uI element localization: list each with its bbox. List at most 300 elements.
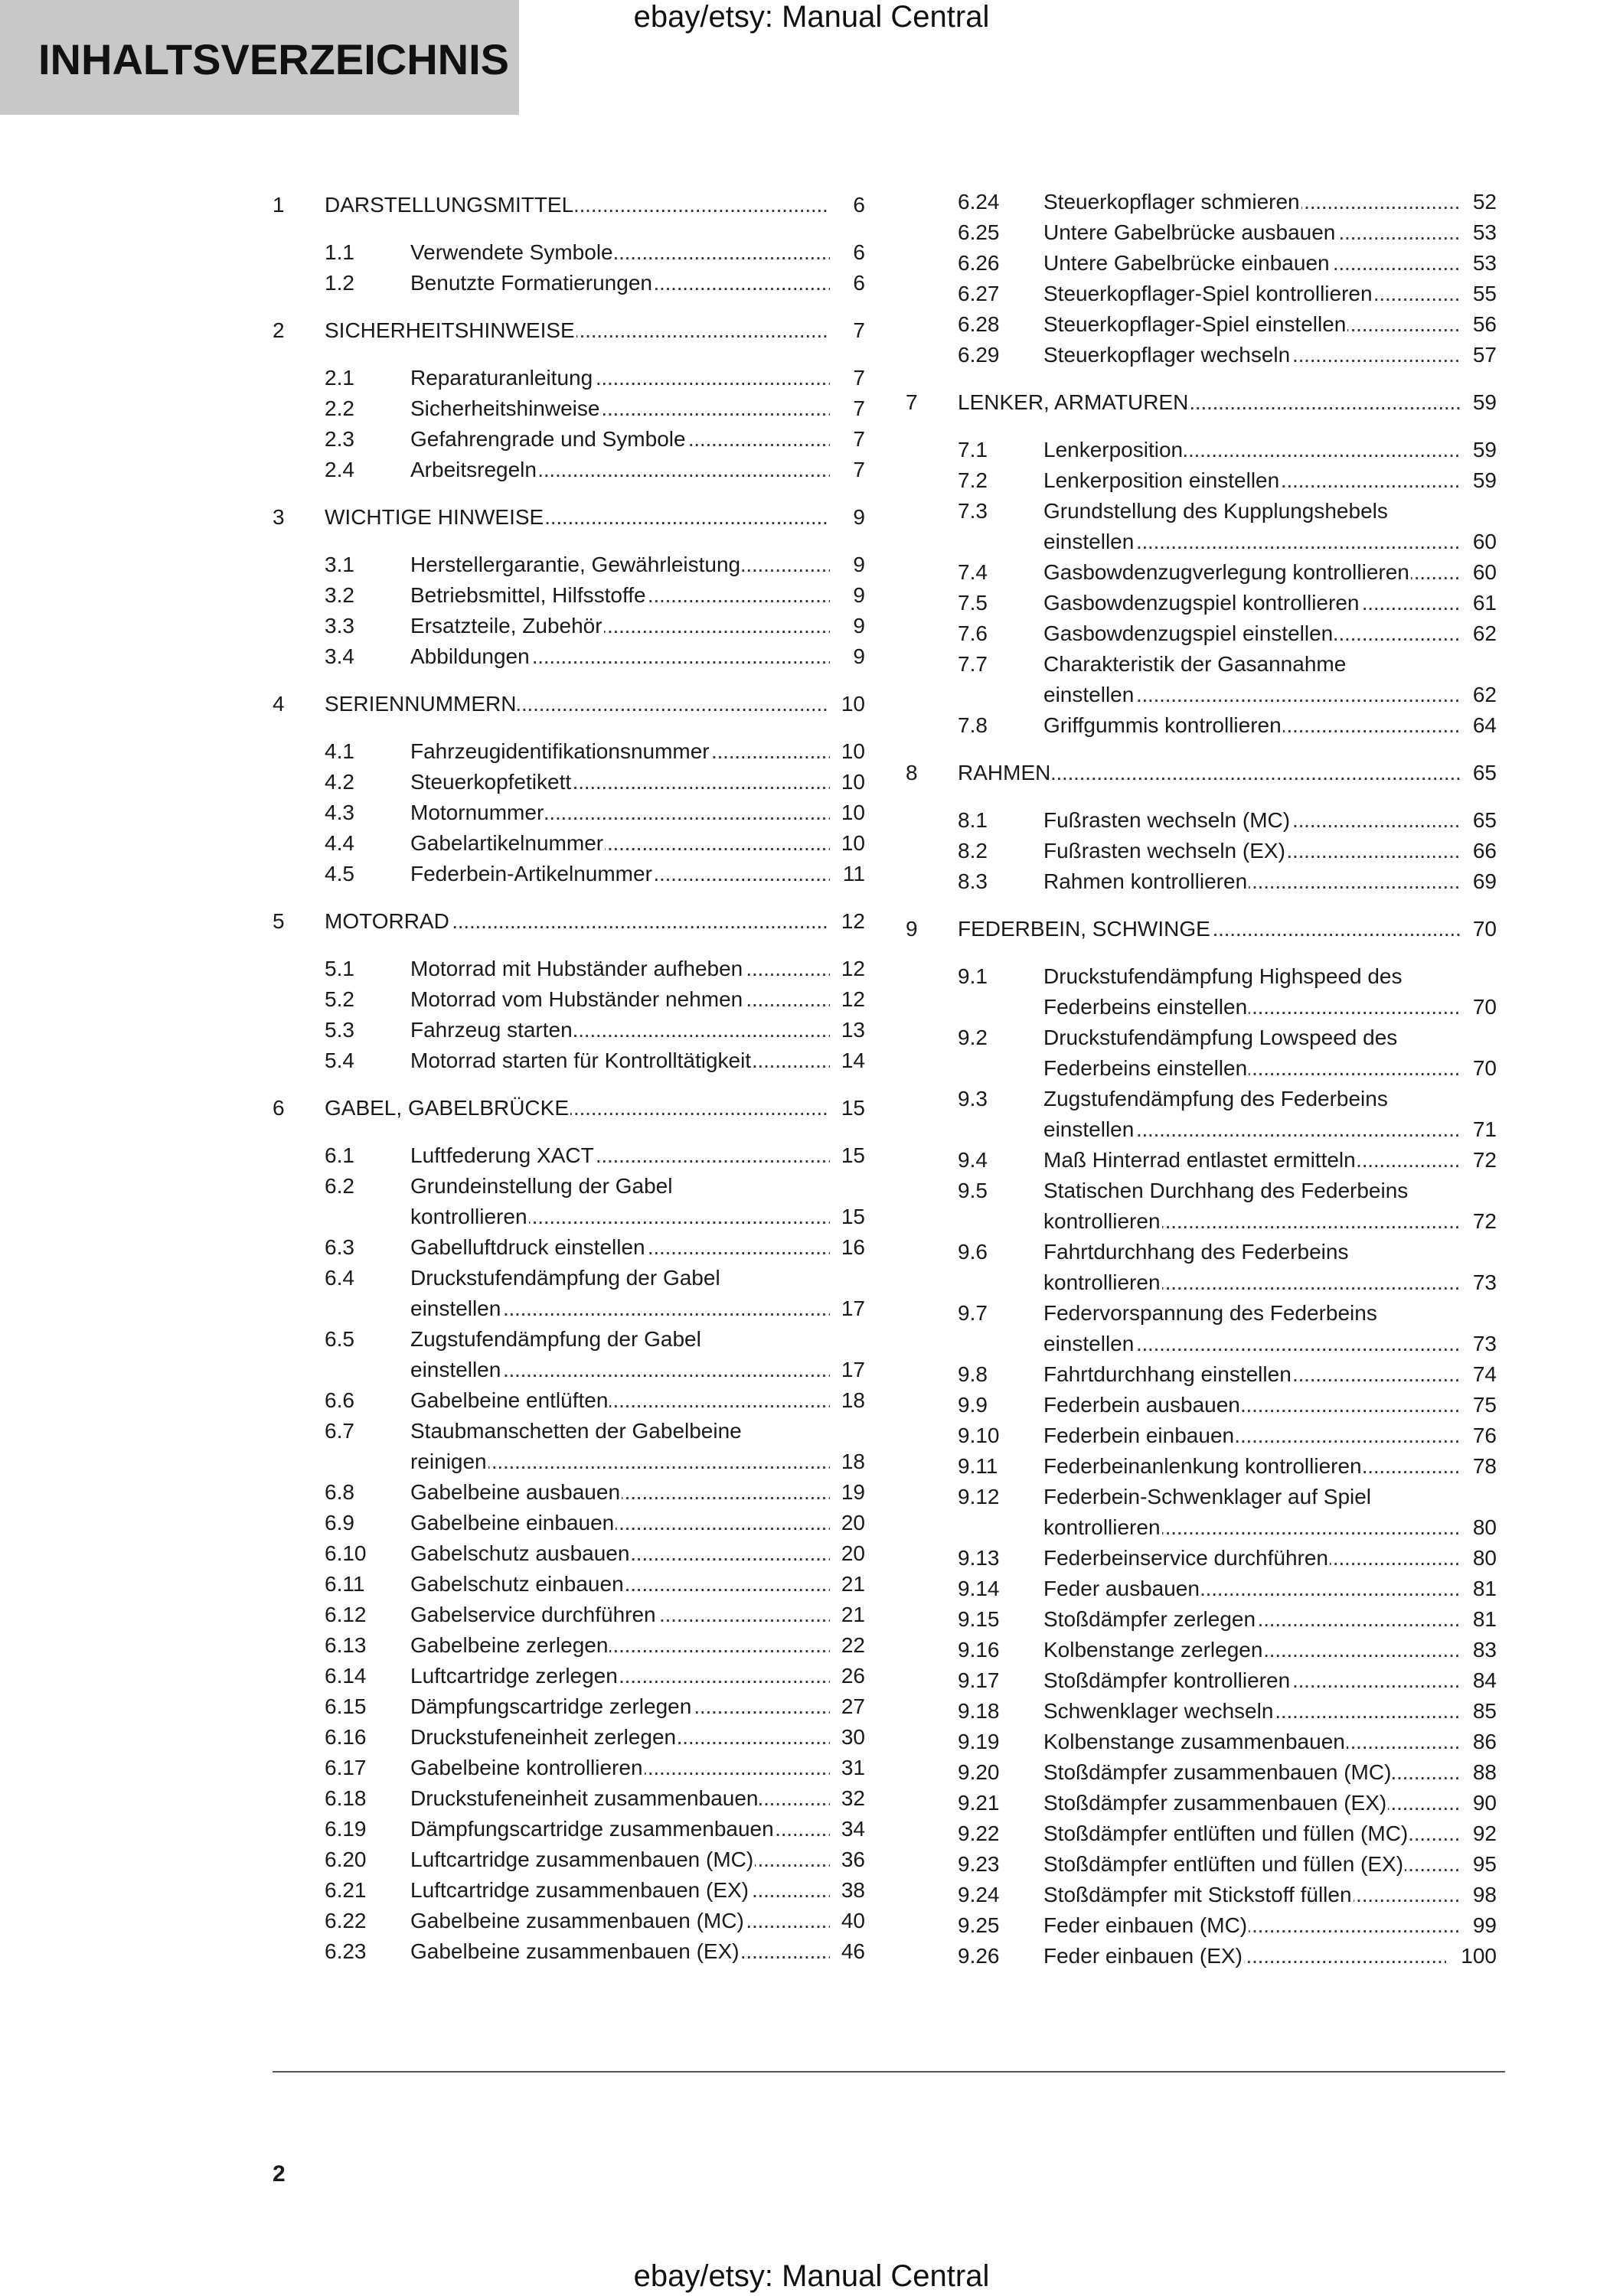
toc-entry-title: Fußrasten wechseln (EX) xyxy=(1043,839,1285,863)
page-title: INHALTSVERZEICHNIS xyxy=(38,35,509,83)
toc-entry-title: GABEL, GABELBRÜCKE xyxy=(325,1096,570,1120)
toc-entry-number: 2.1 xyxy=(325,366,354,390)
toc-entry-leader xyxy=(410,767,830,797)
toc-entry-leader xyxy=(1043,279,1461,309)
toc-chapter[interactable] xyxy=(906,914,1497,944)
toc-entry-title: Gasbowdenzugspiel kontrollieren xyxy=(1043,591,1360,615)
toc-entry-leader xyxy=(1043,1696,1461,1727)
toc-chapter[interactable] xyxy=(273,502,865,533)
toc-entry-title: Federbein ausbauen xyxy=(1043,1393,1240,1417)
toc-entry[interactable] xyxy=(273,1263,865,1293)
toc-entry[interactable] xyxy=(273,1814,865,1844)
toc-entry-continuation[interactable] xyxy=(906,1053,1497,1084)
toc-entry-leader xyxy=(410,237,830,268)
toc-entry-page: 73 xyxy=(1461,1267,1497,1298)
toc-entry-continuation[interactable] xyxy=(906,1329,1497,1359)
toc-chapter[interactable] xyxy=(273,190,865,220)
toc-entry-number: 2 xyxy=(273,318,285,342)
toc-entry-number: 8.1 xyxy=(958,808,988,832)
toc-entry[interactable] xyxy=(906,1880,1497,1910)
spacer xyxy=(906,370,1497,387)
toc-entry-title: FEDERBEIN, SCHWINGE xyxy=(958,917,1210,941)
toc-entry[interactable] xyxy=(273,1630,865,1661)
toc-entry[interactable] xyxy=(273,1722,865,1753)
toc-entry[interactable] xyxy=(906,557,1497,588)
toc-entry[interactable] xyxy=(906,1482,1497,1512)
footer-divider xyxy=(273,2071,1505,2073)
toc-entry[interactable] xyxy=(273,393,865,424)
toc-chapter[interactable] xyxy=(273,906,865,937)
toc-entry[interactable] xyxy=(273,1171,865,1202)
toc-entry[interactable] xyxy=(273,767,865,797)
toc-entry-number: 1.2 xyxy=(325,271,354,295)
toc-entry-leader xyxy=(1043,1420,1461,1451)
toc-entry[interactable] xyxy=(273,797,865,828)
toc-entry-page: 90 xyxy=(1461,1788,1497,1818)
toc-entry-page: 6 xyxy=(830,237,865,268)
toc-entry-leader xyxy=(410,1045,830,1076)
toc-entry[interactable] xyxy=(273,268,865,298)
toc-entry[interactable] xyxy=(906,961,1497,992)
toc-entry-page: 60 xyxy=(1461,527,1497,557)
toc-entry[interactable] xyxy=(906,248,1497,279)
toc-entry-number: 7.7 xyxy=(958,652,988,676)
toc-entry-continuation[interactable] xyxy=(906,680,1497,710)
toc-chapter[interactable] xyxy=(906,758,1497,788)
toc-entry[interactable] xyxy=(906,1604,1497,1635)
toc-entry-continuation[interactable] xyxy=(906,992,1497,1022)
toc-entry-title: Luftcartridge zusammenbauen (EX) xyxy=(410,1878,749,1902)
toc-entry-page: 30 xyxy=(830,1722,865,1753)
toc-entry-page: 32 xyxy=(830,1783,865,1814)
toc-entry[interactable] xyxy=(906,1451,1497,1482)
toc-entry-leader xyxy=(410,1508,830,1538)
toc-entry-leader xyxy=(1043,1788,1461,1818)
toc-entry-number: 3.3 xyxy=(325,614,354,638)
toc-chapter[interactable] xyxy=(273,689,865,719)
toc-entry-leader xyxy=(410,1814,830,1844)
toc-entry-title-continued: einstellen xyxy=(410,1358,501,1381)
toc-entry-number: 6.19 xyxy=(325,1817,367,1841)
toc-entry-title: Untere Gabelbrücke einbauen xyxy=(1043,251,1330,275)
toc-entry-page: 21 xyxy=(830,1600,865,1630)
toc-entry-number: 9.18 xyxy=(958,1699,1000,1723)
toc-entry-page: 69 xyxy=(1461,866,1497,897)
toc-entry-title: Druckstufeneinheit zusammenbauen xyxy=(410,1786,759,1810)
toc-entry-title: Statischen Durchhang des Federbeins xyxy=(1043,1179,1409,1202)
toc-entry-title: Kolbenstange zusammenbauen xyxy=(1043,1730,1345,1753)
toc-entry-leader xyxy=(1043,836,1461,866)
toc-entry-leader xyxy=(1043,1206,1461,1237)
toc-entry-number: 6.2 xyxy=(325,1174,354,1198)
toc-entry-page: 34 xyxy=(830,1814,865,1844)
toc-entry-leader xyxy=(410,1936,830,1967)
toc-entry-number: 9.23 xyxy=(958,1852,1000,1876)
toc-entry[interactable] xyxy=(906,1390,1497,1420)
toc-entry[interactable] xyxy=(273,1875,865,1906)
toc-entry-number: 6.4 xyxy=(325,1266,354,1290)
toc-entry-number: 6.10 xyxy=(325,1541,367,1565)
toc-entry[interactable] xyxy=(906,1910,1497,1941)
toc-entry[interactable] xyxy=(273,1232,865,1263)
toc-entry[interactable] xyxy=(906,1420,1497,1451)
toc-entry-number: 8.2 xyxy=(958,839,988,863)
toc-entry-page: 52 xyxy=(1461,187,1497,217)
toc-entry[interactable] xyxy=(273,1569,865,1600)
toc-entry-page: 38 xyxy=(830,1875,865,1906)
toc-entry-number: 6.12 xyxy=(325,1603,367,1626)
toc-entry-number: 3 xyxy=(273,505,285,529)
toc-entry-title: LENKER, ARMATUREN xyxy=(958,390,1189,414)
toc-entry-number: 6.3 xyxy=(325,1235,354,1259)
toc-entry-leader xyxy=(410,1875,830,1906)
toc-entry-number: 9.4 xyxy=(958,1148,988,1172)
toc-entry[interactable] xyxy=(273,1661,865,1691)
toc-entry-number: 9.7 xyxy=(958,1301,988,1325)
toc-entry-number: 6.18 xyxy=(325,1786,367,1810)
toc-entry-leader xyxy=(410,1630,830,1661)
toc-entry[interactable] xyxy=(273,736,865,767)
toc-entry-number: 1.1 xyxy=(325,240,354,264)
toc-entry-page: 65 xyxy=(1461,758,1497,788)
toc-entry-title: MOTORRAD xyxy=(325,909,449,933)
toc-entry[interactable] xyxy=(906,1696,1497,1727)
toc-entry[interactable] xyxy=(273,1385,865,1416)
toc-entry-page: 61 xyxy=(1461,588,1497,618)
toc-entry-title-continued: reinigen xyxy=(410,1450,487,1473)
toc-entry[interactable] xyxy=(273,363,865,393)
toc-entry-page: 56 xyxy=(1461,309,1497,340)
toc-entry[interactable] xyxy=(906,805,1497,836)
toc-entry-page: 10 xyxy=(830,689,865,719)
toc-entry-continuation[interactable] xyxy=(906,1512,1497,1543)
toc-left-column xyxy=(273,190,865,1967)
toc-entry-leader xyxy=(410,1202,830,1232)
toc-entry[interactable] xyxy=(273,1538,865,1569)
toc-entry-title: Stoßdämpfer kontrollieren xyxy=(1043,1668,1291,1692)
toc-entry[interactable] xyxy=(906,217,1497,248)
toc-entry-title: Gabelbeine einbauen xyxy=(410,1511,615,1534)
toc-entry-page: 20 xyxy=(830,1538,865,1569)
toc-entry-number: 6.21 xyxy=(325,1878,367,1902)
toc-entry-title: Gabelservice durchführen xyxy=(410,1603,656,1626)
toc-entry-leader xyxy=(958,914,1461,944)
toc-entry-title: Gabelbeine entlüften xyxy=(410,1388,609,1412)
toc-entry[interactable] xyxy=(906,309,1497,340)
toc-entry[interactable] xyxy=(273,1045,865,1076)
toc-entry-number: 9.26 xyxy=(958,1944,1000,1968)
toc-entry-leader xyxy=(410,641,830,672)
toc-entry-number: 6.11 xyxy=(325,1572,365,1596)
toc-entry-page: 81 xyxy=(1461,1604,1497,1635)
toc-right-column xyxy=(906,187,1497,1971)
toc-entry-title: Steuerkopflager-Spiel kontrollieren xyxy=(1043,282,1373,305)
toc-entry[interactable] xyxy=(906,1359,1497,1390)
toc-entry-leader xyxy=(410,828,830,859)
toc-entry-number: 9.16 xyxy=(958,1638,1000,1662)
toc-entry-leader xyxy=(1043,1910,1461,1941)
toc-entry[interactable] xyxy=(906,340,1497,370)
toc-entry-title: Kolbenstange zerlegen xyxy=(1043,1638,1263,1662)
toc-entry-page: 14 xyxy=(830,1045,865,1076)
toc-entry[interactable] xyxy=(906,1788,1497,1818)
toc-entry[interactable] xyxy=(273,1936,865,1967)
toc-entry-number: 3.4 xyxy=(325,644,354,668)
toc-entry[interactable] xyxy=(906,435,1497,465)
toc-entry-leader xyxy=(1043,992,1461,1022)
toc-entry-number: 5.4 xyxy=(325,1049,354,1072)
toc-entry[interactable] xyxy=(906,1818,1497,1849)
toc-entry-title: Druckstufeneinheit zerlegen xyxy=(410,1725,677,1749)
toc-entry[interactable] xyxy=(273,550,865,580)
toc-entry[interactable] xyxy=(273,1015,865,1045)
toc-entry[interactable] xyxy=(273,455,865,485)
toc-entry[interactable] xyxy=(906,1849,1497,1880)
toc-entry-leader xyxy=(1043,248,1461,279)
toc-entry-leader xyxy=(1043,1665,1461,1696)
toc-entry-page: 60 xyxy=(1461,557,1497,588)
toc-entry[interactable] xyxy=(906,496,1497,527)
toc-entry[interactable] xyxy=(906,1237,1497,1267)
toc-entry-number: 9.1 xyxy=(958,964,988,988)
toc-entry-page: 70 xyxy=(1461,914,1497,944)
toc-entry[interactable] xyxy=(273,984,865,1015)
toc-chapter[interactable] xyxy=(906,387,1497,418)
toc-chapter[interactable] xyxy=(273,1093,865,1124)
toc-entry-title: Dämpfungscartridge zerlegen xyxy=(410,1694,692,1718)
toc-entry-leader xyxy=(1043,435,1461,465)
toc-entry[interactable] xyxy=(273,1600,865,1630)
toc-entry[interactable] xyxy=(273,859,865,889)
toc-entry-page: 9 xyxy=(830,641,865,672)
toc-entry-page: 7 xyxy=(830,393,865,424)
toc-entry-continuation[interactable] xyxy=(273,1293,865,1324)
toc-entry-number: 9.5 xyxy=(958,1179,988,1202)
toc-entry[interactable] xyxy=(906,1941,1497,1971)
toc-entry-title: Stoßdämpfer mit Stickstoff füllen xyxy=(1043,1883,1352,1906)
toc-entry-page: 62 xyxy=(1461,680,1497,710)
toc-entry-page: 53 xyxy=(1461,248,1497,279)
toc-entry-page: 40 xyxy=(830,1906,865,1936)
toc-entry-leader xyxy=(1043,465,1461,496)
toc-entry-number: 6.22 xyxy=(325,1909,367,1932)
toc-entry-leader xyxy=(1043,1145,1461,1176)
watermark-bottom: ebay/etsy: Manual Central xyxy=(633,2259,990,2293)
toc-entry-number: 7.5 xyxy=(958,591,988,615)
toc-entry-continuation[interactable] xyxy=(906,527,1497,557)
toc-entry-continuation[interactable] xyxy=(273,1355,865,1385)
toc-entry-number: 7.8 xyxy=(958,713,988,737)
toc-entry-page: 57 xyxy=(1461,340,1497,370)
toc-entry-number: 9.24 xyxy=(958,1883,1000,1906)
toc-entry[interactable] xyxy=(273,1477,865,1508)
toc-entry-page: 55 xyxy=(1461,279,1497,309)
toc-entry[interactable] xyxy=(273,1753,865,1783)
toc-entry-number: 4 xyxy=(273,692,285,716)
toc-entry-number: 6.9 xyxy=(325,1511,354,1534)
toc-entry-title: Fußrasten wechseln (MC) xyxy=(1043,808,1291,832)
toc-entry-continuation[interactable] xyxy=(273,1446,865,1477)
toc-entry-continuation[interactable] xyxy=(273,1202,865,1232)
toc-entry-title: Benutzte Formatierungen xyxy=(410,271,652,295)
toc-entry[interactable] xyxy=(906,465,1497,496)
toc-entry-page: 70 xyxy=(1461,992,1497,1022)
toc-entry-title: Druckstufendämpfung Highspeed des xyxy=(1043,964,1403,988)
toc-entry-number: 6.26 xyxy=(958,251,1000,275)
toc-entry[interactable] xyxy=(906,1665,1497,1696)
toc-entry-page: 9 xyxy=(830,580,865,611)
toc-entry-number: 6.15 xyxy=(325,1694,367,1718)
toc-entry-page: 10 xyxy=(830,767,865,797)
toc-entry-title: Reparaturanleitung xyxy=(410,366,593,390)
toc-entry-title: Rahmen kontrollieren xyxy=(1043,869,1248,893)
toc-entry-title: RAHMEN xyxy=(958,761,1051,784)
toc-entry[interactable] xyxy=(273,1140,865,1171)
spacer xyxy=(273,719,865,736)
toc-entry-title: Stoßdämpfer zusammenbauen (MC) xyxy=(1043,1760,1392,1784)
toc-entry-title-continued: kontrollieren xyxy=(1043,1270,1161,1294)
toc-entry-title-continued: einstellen xyxy=(1043,1332,1135,1355)
toc-entry[interactable] xyxy=(273,1691,865,1722)
toc-entry[interactable] xyxy=(273,1324,865,1355)
spacer xyxy=(273,485,865,502)
toc-entry-title: Federbein-Schwenklager auf Spiel xyxy=(1043,1485,1372,1508)
toc-entry-number: 2.2 xyxy=(325,396,354,420)
toc-entry[interactable] xyxy=(906,836,1497,866)
toc-entry[interactable] xyxy=(273,1906,865,1936)
toc-entry[interactable] xyxy=(906,649,1497,680)
toc-entry-page: 21 xyxy=(830,1569,865,1600)
toc-entry[interactable] xyxy=(906,1757,1497,1788)
toc-entry-number: 6.8 xyxy=(325,1480,354,1504)
toc-entry-leader xyxy=(1043,217,1461,248)
toc-entry-title: Druckstufendämpfung Lowspeed des xyxy=(1043,1026,1398,1049)
toc-entry[interactable] xyxy=(273,1416,865,1446)
toc-entry-continuation[interactable] xyxy=(906,1206,1497,1237)
toc-entry-page: 15 xyxy=(830,1140,865,1171)
toc-entry[interactable] xyxy=(273,828,865,859)
spacer xyxy=(906,788,1497,805)
toc-entry-leader xyxy=(325,689,830,719)
toc-entry[interactable] xyxy=(906,279,1497,309)
toc-entry[interactable] xyxy=(906,1176,1497,1206)
toc-entry-page: 59 xyxy=(1461,435,1497,465)
spacer xyxy=(273,672,865,689)
toc-entry-page: 83 xyxy=(1461,1635,1497,1665)
toc-entry-title: Fahrzeugidentifikationsnummer xyxy=(410,739,710,763)
spacer xyxy=(273,298,865,315)
spacer xyxy=(906,897,1497,914)
toc-entry-number: 4.2 xyxy=(325,770,354,794)
toc-entry-number: 2.3 xyxy=(325,427,354,451)
toc-entry[interactable] xyxy=(906,1145,1497,1176)
toc-entry[interactable] xyxy=(906,618,1497,649)
toc-entry-page: 18 xyxy=(830,1385,865,1416)
toc-entry[interactable] xyxy=(273,237,865,268)
toc-entry[interactable] xyxy=(906,866,1497,897)
toc-entry-title: Zugstufendämpfung der Gabel xyxy=(410,1327,701,1351)
toc-entry[interactable] xyxy=(906,1574,1497,1604)
toc-entry-page: 7 xyxy=(830,455,865,485)
toc-entry-page: 6 xyxy=(830,190,865,220)
toc-entry-number: 5 xyxy=(273,909,285,933)
toc-entry-page: 15 xyxy=(830,1093,865,1124)
toc-entry-page: 80 xyxy=(1461,1543,1497,1574)
toc-entry-leader xyxy=(410,1722,830,1753)
toc-entry-title-continued: einstellen xyxy=(1043,683,1135,706)
toc-entry[interactable] xyxy=(906,187,1497,217)
toc-chapter[interactable] xyxy=(273,315,865,346)
toc-entry-leader xyxy=(410,1569,830,1600)
toc-entry-leader xyxy=(410,268,830,298)
header-title-box xyxy=(0,0,519,115)
toc-entry[interactable] xyxy=(273,641,865,672)
toc-entry-page: 81 xyxy=(1461,1574,1497,1604)
toc-entry-title: Federbeinservice durchführen xyxy=(1043,1546,1328,1570)
toc-entry-title: Luftfederung XACT xyxy=(410,1143,594,1167)
toc-entry[interactable] xyxy=(906,1084,1497,1114)
toc-entry-number: 6.1 xyxy=(325,1143,354,1167)
toc-entry-leader xyxy=(410,984,830,1015)
toc-entry[interactable] xyxy=(906,588,1497,618)
toc-entry-page: 53 xyxy=(1461,217,1497,248)
toc-entry-page: 22 xyxy=(830,1630,865,1661)
toc-entry-leader xyxy=(1043,1053,1461,1084)
toc-entry[interactable] xyxy=(906,1543,1497,1574)
spacer xyxy=(273,220,865,237)
toc-entry[interactable] xyxy=(906,1727,1497,1757)
toc-entry[interactable] xyxy=(273,424,865,455)
toc-entry-leader xyxy=(410,1600,830,1630)
toc-entry-leader xyxy=(410,393,830,424)
toc-entry[interactable] xyxy=(906,1298,1497,1329)
spacer xyxy=(273,1076,865,1093)
toc-entry-number: 9.14 xyxy=(958,1577,1000,1600)
toc-entry-leader xyxy=(1043,1574,1461,1604)
toc-entry-page: 86 xyxy=(1461,1727,1497,1757)
toc-entry-title: Zugstufendämpfung des Federbeins xyxy=(1043,1087,1388,1110)
watermark-top: ebay/etsy: Manual Central xyxy=(633,0,990,34)
toc-entry[interactable] xyxy=(273,954,865,984)
toc-entry[interactable] xyxy=(273,611,865,641)
toc-entry-leader xyxy=(325,906,830,937)
toc-entry-leader xyxy=(1043,1329,1461,1359)
toc-entry-title: Untere Gabelbrücke ausbauen xyxy=(1043,220,1336,244)
toc-entry[interactable] xyxy=(273,1508,865,1538)
toc-entry[interactable] xyxy=(906,1022,1497,1053)
toc-entry-page: 78 xyxy=(1461,1451,1497,1482)
toc-entry-page: 66 xyxy=(1461,836,1497,866)
toc-entry-leader xyxy=(410,954,830,984)
toc-entry-number: 1 xyxy=(273,193,285,217)
toc-entry[interactable] xyxy=(906,710,1497,741)
toc-entry-title: Gabelbeine ausbauen xyxy=(410,1480,621,1504)
toc-entry-continuation[interactable] xyxy=(906,1267,1497,1298)
toc-entry[interactable] xyxy=(273,1844,865,1875)
toc-entry-title: Gabelbeine zusammenbauen (EX) xyxy=(410,1939,740,1963)
toc-entry-title: WICHTIGE HINWEISE xyxy=(325,505,544,529)
toc-entry[interactable] xyxy=(273,1783,865,1814)
toc-entry-page: 17 xyxy=(830,1293,865,1324)
toc-entry-number: 9.22 xyxy=(958,1821,1000,1845)
toc-entry-page: 100 xyxy=(1446,1941,1497,1971)
toc-entry[interactable] xyxy=(906,1635,1497,1665)
toc-entry-continuation[interactable] xyxy=(906,1114,1497,1145)
toc-entry[interactable] xyxy=(273,580,865,611)
toc-entry-page: 95 xyxy=(1461,1849,1497,1880)
toc-entry-leader xyxy=(1043,557,1461,588)
toc-entry-leader xyxy=(1043,1390,1461,1420)
